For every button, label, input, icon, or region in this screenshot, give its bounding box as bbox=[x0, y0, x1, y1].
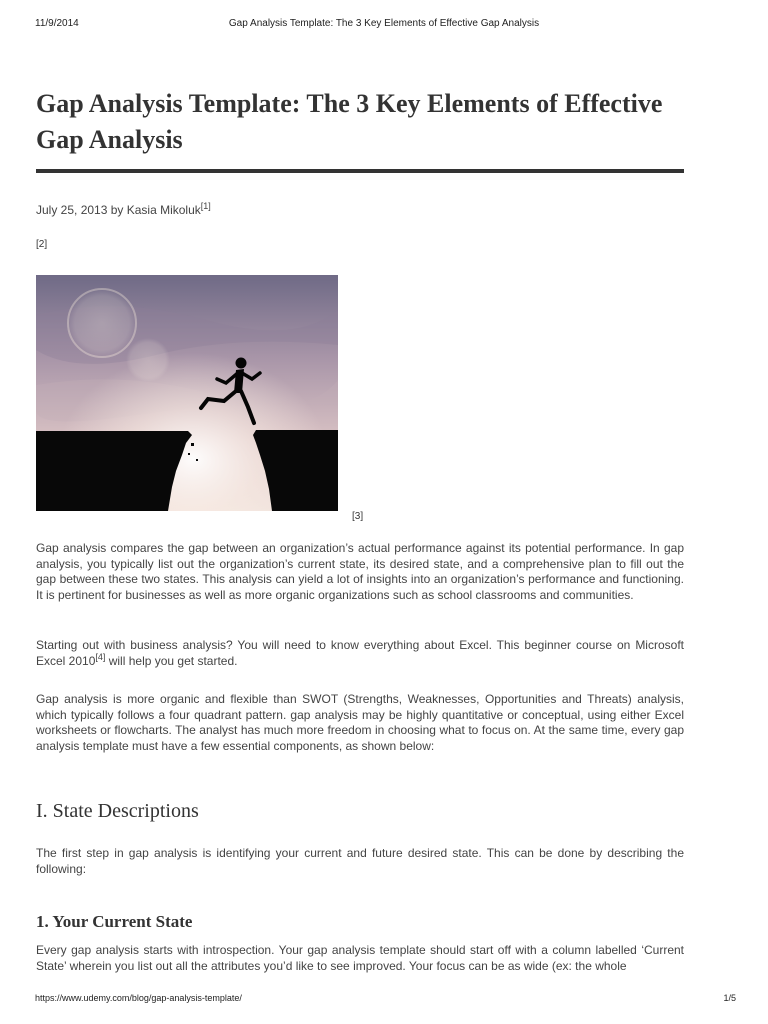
byline-reference-link[interactable]: [1] bbox=[200, 201, 211, 211]
paragraph-swot-comparison: Gap analysis is more organic and flexible than SWOT (Strengths, Weaknesses, Opportunities and Threats) analysis, which typically follows a four quadrant pattern. gap analysis may be highly quantitative or conceptual, using either Excel worksheets or flowcharts. The analyst has much more freedom in choosing what to focus on. At the same time, every gap analysis template must have a few essential components, as shown below: bbox=[36, 692, 684, 753]
print-footer-url[interactable]: https://www.udemy.com/blog/gap-analysis-template/ bbox=[35, 993, 242, 1003]
excel-course-reference-link[interactable]: [4] bbox=[95, 651, 106, 662]
hero-image bbox=[36, 275, 338, 511]
paragraph-excel-course bbox=[36, 638, 684, 669]
article-title: Gap Analysis Template: The 3 Key Elements of Effective Gap Analysis bbox=[36, 89, 663, 154]
paragraph-excel-text-end: will help you get started. bbox=[105, 653, 238, 668]
print-date: 11/9/2014 bbox=[35, 18, 79, 29]
title-divider bbox=[36, 169, 684, 173]
print-page-number: 1/5 bbox=[723, 993, 736, 1003]
print-header-title: Gap Analysis Template: The 3 Key Elements of Effective Gap Analysis bbox=[228, 18, 540, 29]
paragraph-excel-text: Starting out with business analysis? You will need to know everything about Excel. This beginner course on Microsoft Excel 2010 bbox=[36, 638, 684, 668]
image-reference-bottom[interactable]: [3] bbox=[352, 511, 364, 522]
subsection-heading-current-state: 1. Your Current State bbox=[36, 912, 193, 931]
paragraph-state-intro: The first step in gap analysis is identifying your current and future desired state. This can be done by describing the following: bbox=[36, 846, 684, 876]
article-byline bbox=[36, 203, 211, 217]
paragraph-current-state: Every gap analysis starts with introspection. Your gap analysis template should start off with a column labelled ‘Current State’ wherein you list out all the attributes you’d like to see improved. Your focus can be as wide (ex: the whole bbox=[36, 943, 684, 973]
paragraph-intro: Gap analysis compares the gap between an organization’s actual performance against its potential performance. In gap analysis, you typically list out the organization’s current state, its desired state, and a comprehensive plan to fill out the gap between these two states. This analysis can yield a lot of insights into an organization’s performance and functioning. It is pertinent for businesses as well as more organic organizations such as school classrooms and communities. bbox=[36, 541, 684, 602]
byline-text: July 25, 2013 by Kasia Mikoluk bbox=[36, 203, 201, 217]
section-heading-state-descriptions: I. State Descriptions bbox=[36, 800, 199, 822]
image-reference-top[interactable]: [2] bbox=[36, 239, 48, 250]
